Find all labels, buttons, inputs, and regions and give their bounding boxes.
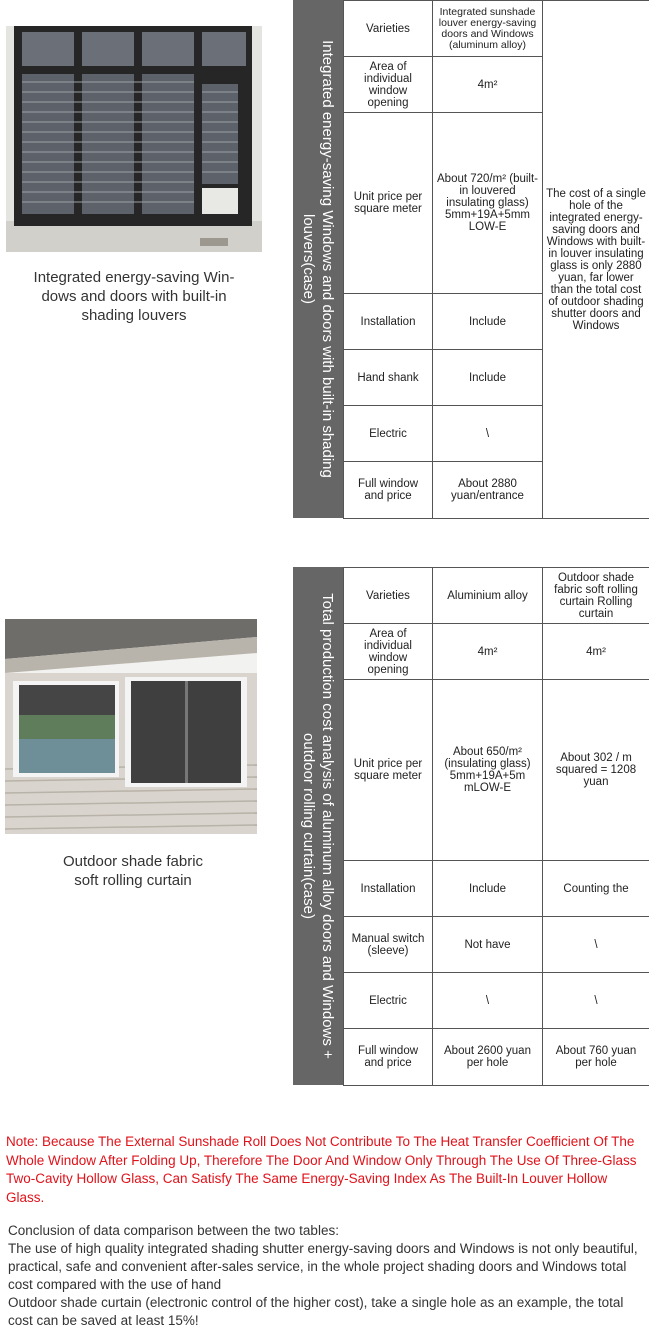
s2-b-electric: \ — [543, 973, 649, 1029]
s2-label-manual-switch: Manual switch (sleeve) — [344, 917, 433, 973]
s2-label-full-price: Full window and price — [344, 1029, 433, 1086]
s2-a-area: 4m² — [433, 624, 543, 680]
s1-label-unit-price: Unit price per square meter — [344, 113, 433, 294]
s1-value-full-price: About 2880 yuan/entrance — [433, 462, 543, 519]
s2-label-electric: Electric — [344, 973, 433, 1029]
s1-label-varieties: Varieties — [344, 1, 433, 57]
note-text: Note: Because The External Sunshade Roll Does Not Contribute To The Heat Transfer Coefficient Of The Whole Window After Folding Up, Therefore The Door And Window Only Through The Use Of Three-Glass Two-Cavity Hollow Glass, Can Satisfy The Same Energy-Saving Index As The Built-In Louver Hollow Glass. — [6, 1133, 646, 1207]
s1-value-area: 4m² — [433, 57, 543, 113]
s2-b-unit-price: About 302 / m squared = 1208 yuan — [543, 680, 649, 861]
s1-label-area: Area of individual window opening — [344, 57, 433, 113]
conclusion — [8, 1222, 646, 1330]
s1-label-installation: Installation — [344, 294, 433, 350]
s2-b-area: 4m² — [543, 624, 649, 680]
section2-vertical-title — [293, 567, 343, 1085]
s1-summary-cell: The cost of a single hole of the integrated energy-saving doors and Windows with built-in louver insulating glass is only 2880 yuan, far lower than the total cost of outdoor shading shutter doors and Windows — [543, 1, 649, 519]
section1-vertical-title — [293, 0, 343, 518]
s1-value-varieties: Integrated sunshade louver energy-saving doors and Windows (aluminum alloy) — [433, 1, 543, 57]
s2-b-full-price: About 760 yuan per hole — [543, 1029, 649, 1086]
s2-a-manual-switch: Not have — [433, 917, 543, 973]
rolling-curtain-photo — [5, 619, 257, 834]
s1-label-full-price: Full window and price — [344, 462, 433, 519]
s2-a-varieties: Aluminium alloy — [433, 568, 543, 624]
section2-table — [343, 567, 649, 1086]
s1-label-hand-shank: Hand shank — [344, 350, 433, 406]
s2-label-area: Area of individual window opening — [344, 624, 433, 680]
s2-a-electric: \ — [433, 973, 543, 1029]
s1-value-installation: Include — [433, 294, 543, 350]
s2-b-varieties: Outdoor shade fabric soft rolling curtain Rolling curtain — [543, 568, 649, 624]
conclusion-title: Conclusion of data comparison between the two tables: — [8, 1222, 646, 1240]
s2-b-installation: Counting the — [543, 861, 649, 917]
section2-vertical-title-text: Total production cost analysis of aluminum alloy doors and Windows + outdoor rolling curtain(case) — [299, 576, 337, 1076]
s1-value-hand-shank: Include — [433, 350, 543, 406]
louver-window-caption: Integrated energy-saving Win- dows and doors with built-in shading louvers — [6, 268, 262, 325]
s2-label-unit-price: Unit price per square meter — [344, 680, 433, 861]
s1-value-unit-price: About 720/m² (built-in louvered insulating glass) 5mm+19A+5mm LOW-E — [433, 113, 543, 294]
s2-a-installation: Include — [433, 861, 543, 917]
section1-vertical-title-text: Integrated energy-saving Windows and doors with built-in shading louvers(case) — [299, 9, 337, 509]
s2-a-full-price: About 2600 yuan per hole — [433, 1029, 543, 1086]
s2-a-unit-price: About 650/m² (insulating glass) 5mm+19A+5m mLOW-E — [433, 680, 543, 861]
rolling-curtain-caption: Outdoor shade fabric soft rolling curtain — [5, 852, 261, 890]
conclusion-paragraph-1: The use of high quality integrated shading shutter energy-saving doors and Windows is not only beautiful, practical, safe and convenient after-sales service, in the whole project shading doors and Windows total cost compared with the use of hand — [8, 1240, 646, 1294]
conclusion-paragraph-2: Outdoor shade curtain (electronic control of the higher cost), take a single hole as an example, the total cost can be saved at least 15%! — [8, 1294, 646, 1330]
s2-label-installation: Installation — [344, 861, 433, 917]
section1-table — [343, 0, 649, 519]
louver-window-photo — [6, 26, 262, 252]
s2-b-manual-switch: \ — [543, 917, 649, 973]
s1-value-electric: \ — [433, 406, 543, 462]
s1-label-electric: Electric — [344, 406, 433, 462]
s2-label-varieties: Varieties — [344, 568, 433, 624]
